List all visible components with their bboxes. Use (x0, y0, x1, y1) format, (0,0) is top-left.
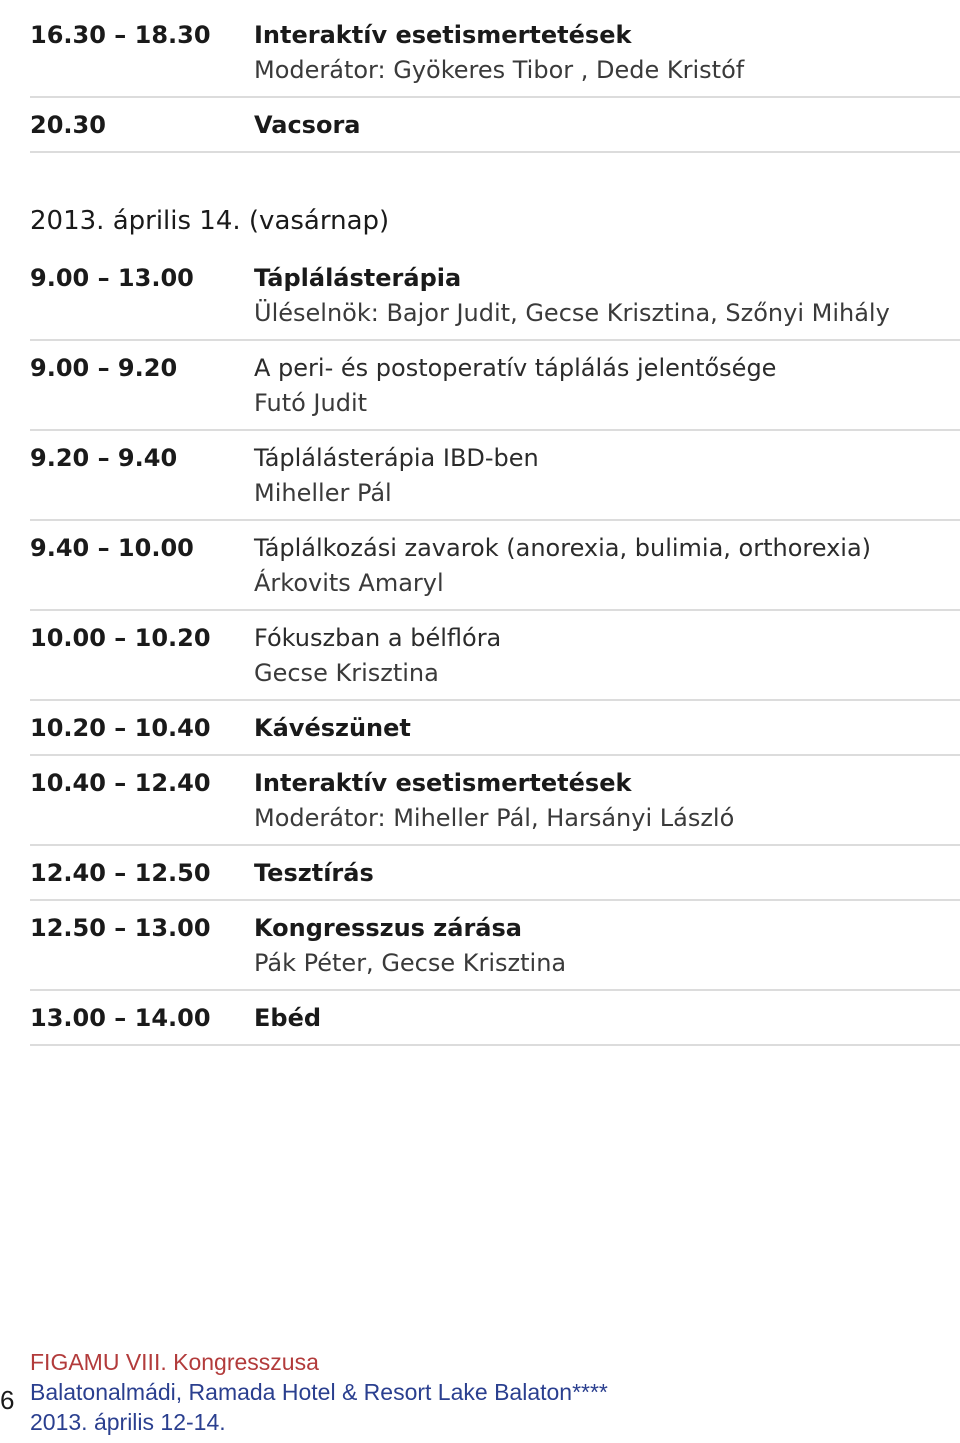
footer-venue: Balatonalmádi, Ramada Hotel & Resort Lake Balaton**** (30, 1379, 608, 1405)
session-title: A peri- és postoperatív táplálás jelentősége (254, 354, 777, 382)
session-presenters: Futó Judit (254, 389, 368, 417)
session-title: Táplálkozási zavarok (anorexia, bulimia, orthorexia) (254, 534, 872, 562)
session-details (254, 911, 960, 981)
session-time: 13.00 – 14.00 (30, 1004, 211, 1032)
session-details (254, 351, 960, 421)
session-time: 20.30 (30, 111, 106, 139)
schedule-list-sunday (30, 251, 960, 1046)
schedule-row (30, 701, 960, 756)
schedule-row (30, 98, 960, 153)
session-presenters: Moderátor: Miheller Pál, Harsányi László (254, 804, 735, 832)
session-time: 12.50 – 13.00 (30, 914, 211, 942)
schedule-row (30, 756, 960, 846)
session-title: Tesztírás (254, 859, 374, 887)
session-time: 12.40 – 12.50 (30, 859, 211, 887)
session-presenters: Miheller Pál (254, 479, 392, 507)
day-heading: 2013. április 14. (vasárnap) (30, 206, 390, 236)
schedule-row (30, 611, 960, 701)
session-presenters: Gecse Krisztina (254, 659, 439, 687)
session-details (254, 261, 960, 331)
session-time: 9.20 – 9.40 (30, 444, 178, 472)
schedule-row (30, 251, 960, 341)
session-title: Interaktív esetismertetések (254, 769, 632, 797)
session-details (254, 766, 960, 836)
session-details (254, 1001, 960, 1036)
schedule-row (30, 846, 960, 901)
session-details (254, 711, 960, 746)
session-title: Interaktív esetismertetések (254, 21, 632, 49)
footer-dates: 2013. április 12-14. (30, 1409, 226, 1435)
session-time: 9.00 – 9.20 (30, 354, 178, 382)
schedule-row (30, 8, 960, 98)
session-time: 10.00 – 10.20 (30, 624, 211, 652)
session-details (254, 108, 960, 143)
session-title: Táplálásterápia IBD-ben (254, 444, 539, 472)
page-number: 6 (0, 1385, 15, 1415)
session-details (254, 856, 960, 891)
schedule-row (30, 521, 960, 611)
schedule-row (30, 991, 960, 1046)
session-presenters: Moderátor: Gyökeres Tibor , Dede Kristóf (254, 56, 745, 84)
session-details (254, 18, 960, 88)
session-title: Kongresszus zárása (254, 914, 522, 942)
session-details (254, 531, 960, 601)
session-time: 16.30 – 18.30 (30, 21, 211, 49)
session-time: 9.40 – 10.00 (30, 534, 194, 562)
schedule-row (30, 901, 960, 991)
session-details (254, 621, 960, 691)
session-presenters: Pák Péter, Gecse Krisztina (254, 949, 567, 977)
footer-event-name: FIGAMU VIII. Kongresszusa (30, 1349, 319, 1375)
schedule-list-saturday (30, 8, 960, 153)
schedule-row (30, 341, 960, 431)
session-title: Ebéd (254, 1004, 322, 1032)
session-title: Kávészünet (254, 714, 411, 742)
session-time: 10.20 – 10.40 (30, 714, 211, 742)
session-title: Fókuszban a bélflóra (254, 624, 502, 652)
session-presenters: Üléselnök: Bajor Judit, Gecse Krisztina, Szőnyi Mihály (254, 299, 890, 327)
session-details (254, 441, 960, 511)
schedule-row (30, 431, 960, 521)
session-title: Vacsora (254, 111, 361, 139)
session-presenters: Árkovits Amaryl (254, 569, 444, 597)
session-time: 10.40 – 12.40 (30, 769, 211, 797)
schedule (30, 8, 960, 1046)
session-title: Táplálásterápia (254, 264, 462, 292)
session-time: 9.00 – 13.00 (30, 264, 194, 292)
